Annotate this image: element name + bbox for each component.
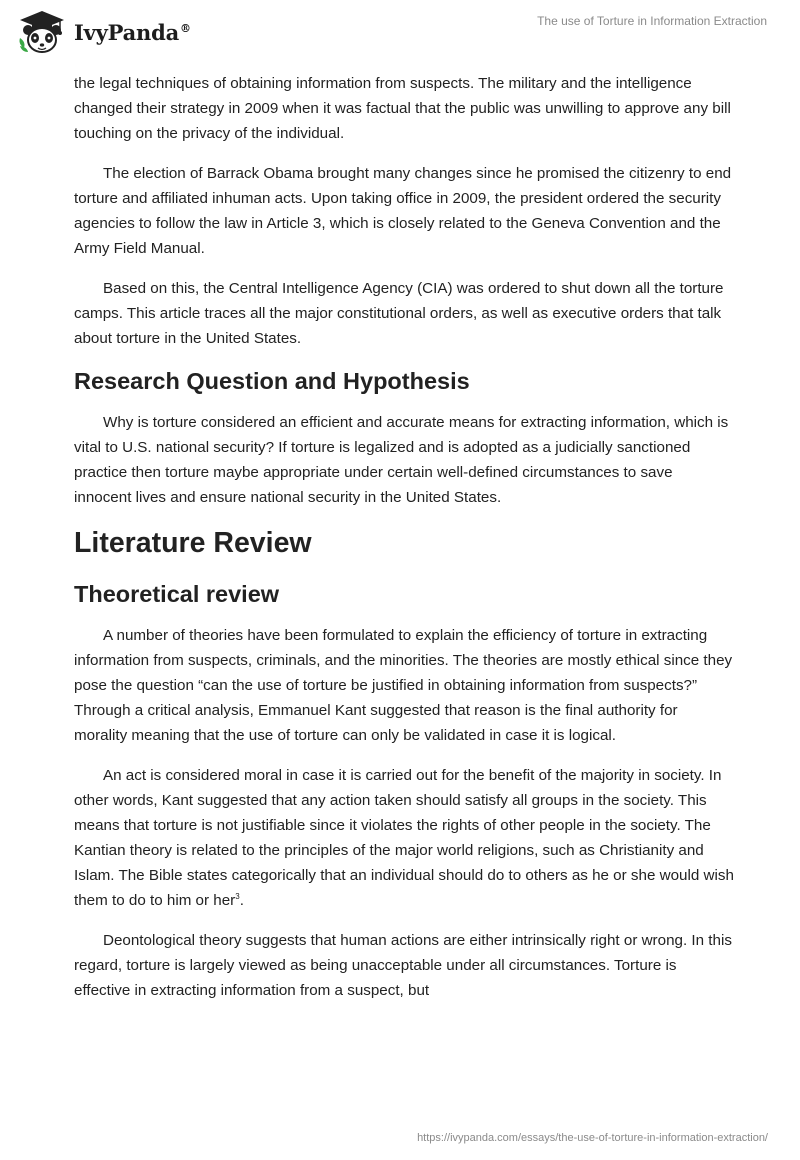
- ivypanda-logo[interactable]: [14, 8, 191, 56]
- paragraph-1: the legal techniques of obtaining information from suspects. The military and the intelligence changed their strategy in 2009 when it was factual that the public was unwilling to approve any bill touching on the privacy of the individual.: [74, 75, 731, 142]
- footnote-ref-3[interactable]: 3: [235, 891, 240, 901]
- panda-graduate-icon: [14, 8, 70, 56]
- paragraph-6: [74, 763, 734, 913]
- logo-wordmark: IvyPanda®: [74, 19, 191, 45]
- paragraph-2: The election of Barrack Obama brought many changes since he promised the citizenry to end torture and affiliated inhuman acts. Upon taking office in 2009, the president ordered the security agencies to follow the law in Article 3, which is closely related to the Geneva Convention and the Army Field Manual.: [74, 165, 732, 257]
- footer-url[interactable]: https://ivypanda.com/essays/the-use-of-torture-in-information-extraction/: [417, 1132, 768, 1144]
- page-header: [0, 0, 800, 64]
- document-title: The use of Torture in Information Extraction: [537, 14, 767, 28]
- paragraph-6-end: .: [239, 892, 244, 909]
- heading-theoretical-review: Theoretical review: [74, 581, 280, 607]
- heading-research-question: Research Question and Hypothesis: [74, 368, 470, 394]
- essay-content: [74, 71, 734, 1018]
- paragraph-3: Based on this, the Central Intelligence Agency (CIA) was ordered to shut down all the torture camps. This article traces all the major constitutional orders, as well as executive orders that talk about torture in the United States.: [74, 280, 724, 347]
- paragraph-7: Deontological theory suggests that human actions are either intrinsically right or wrong. In this regard, torture is largely viewed as being unacceptable under all circumstances. Torture is effective in extracting information from a suspect, but: [74, 932, 732, 999]
- heading-literature-review: Literature Review: [74, 527, 312, 559]
- paragraph-5: A number of theories have been formulated to explain the efficiency of torture in extracting information from suspects, criminals, and the minorities. The theories are mostly ethical since they pose the question “can the use of torture be justified in obtaining information from suspects?” Through a critical analysis, Emmanuel Kant suggested that reason is the final authority for morality meaning that the use of torture can only be validated in case it is logical.: [74, 627, 733, 744]
- paragraph-4: Why is torture considered an efficient and accurate means for extracting information, which is vital to U.S. national security? If torture is legalized and is adopted as a judicially sanctioned practice then torture maybe appropriate under certain well-defined circumstances to save innocent lives and ensure national security in the United States.: [74, 414, 729, 506]
- paragraph-6-text: An act is considered moral in case it is carried out for the benefit of the majority in society. In other words, Kant suggested that any action taken should satisfy all groups in the society. This means that torture is not justifiable since it violates the rights of other people in the society. The Kantian theory is related to the principles of the major world religions, such as Christianity and Islam. The Bible states categorically that an individual should do to others as he or she would wish them to do to him or her: [74, 767, 734, 909]
